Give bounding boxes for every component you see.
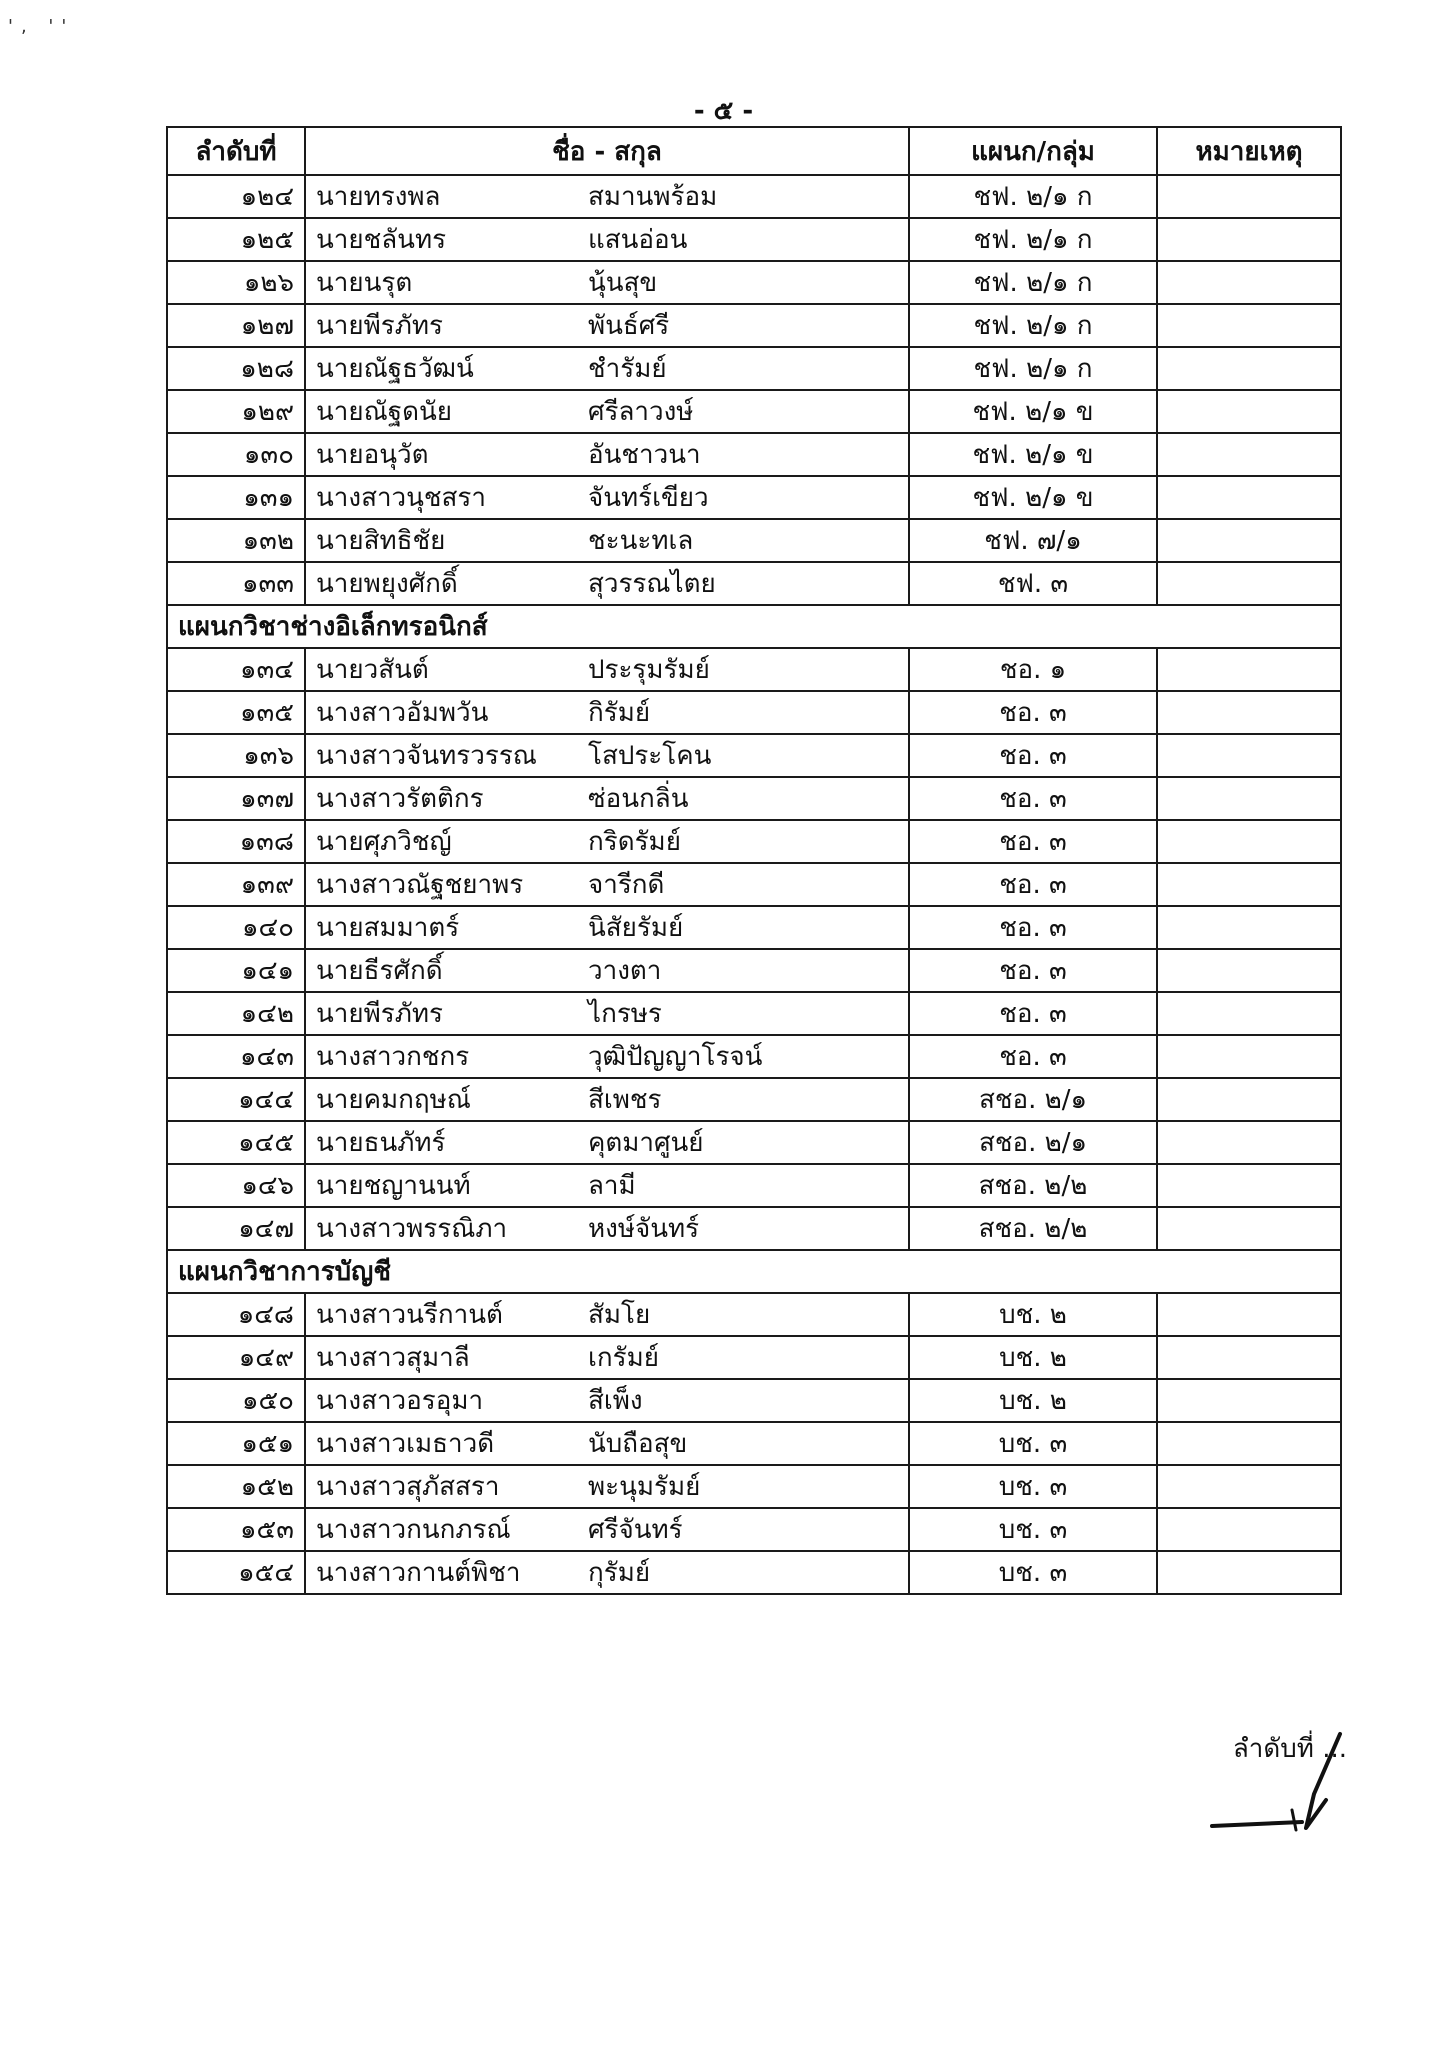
row-name — [305, 777, 909, 820]
table-row — [167, 777, 1341, 820]
corner-marks: ', '' — [8, 16, 75, 37]
row-number: ๑๕๒ — [167, 1465, 305, 1508]
row-department: ชอ. ๑ — [909, 648, 1157, 691]
row-name — [305, 1508, 909, 1551]
first-name: นายวสันต์ — [316, 655, 429, 685]
row-number: ๑๒๕ — [167, 218, 305, 261]
last-name: นิสัยรัมย์ — [588, 913, 684, 943]
first-name: นายคมกฤษณ์ — [316, 1085, 471, 1115]
row-number: ๑๕๔ — [167, 1551, 305, 1594]
first-name: นายณัฐธวัฒน์ — [316, 354, 474, 384]
row-number: ๑๓๙ — [167, 863, 305, 906]
row-remark — [1157, 476, 1341, 519]
row-department: ชฟ. ๒/๑ ข — [909, 433, 1157, 476]
first-name: นางสาวจันทรวรรณ — [316, 741, 537, 771]
first-name: นายอนุวัต — [316, 440, 429, 470]
first-name: นางสาวนรีกานต์ — [316, 1300, 503, 1330]
row-number: ๑๒๘ — [167, 347, 305, 390]
last-name: สัมโย — [588, 1300, 651, 1330]
row-number: ๑๒๗ — [167, 304, 305, 347]
roster-body — [167, 175, 1341, 1594]
first-name: นายทรงพล — [316, 182, 441, 212]
last-name: จันทร์เขียว — [588, 483, 709, 513]
row-remark — [1157, 433, 1341, 476]
row-name — [305, 562, 909, 605]
last-name: ชำรัมย์ — [588, 354, 667, 384]
last-name: กุรัมย์ — [588, 1558, 651, 1588]
row-name — [305, 1551, 909, 1594]
row-name — [305, 992, 909, 1035]
first-name: นางสาวกชกร — [316, 1042, 470, 1072]
table-row — [167, 175, 1341, 218]
last-name: นุ้นสุข — [588, 268, 658, 298]
first-name: นายศุภวิชญ์ — [316, 827, 452, 857]
row-number: ๑๔๔ — [167, 1078, 305, 1121]
row-remark — [1157, 1078, 1341, 1121]
header-name: ชื่อ - สกุล — [305, 127, 909, 175]
row-remark — [1157, 1508, 1341, 1551]
row-name — [305, 390, 909, 433]
row-remark — [1157, 949, 1341, 992]
row-number: ๑๓๘ — [167, 820, 305, 863]
row-remark — [1157, 1164, 1341, 1207]
first-name: นางสาวกานต์พิชา — [316, 1558, 521, 1588]
row-name — [305, 1207, 909, 1250]
row-number: ๑๓๔ — [167, 648, 305, 691]
row-number: ๑๒๙ — [167, 390, 305, 433]
table-row — [167, 304, 1341, 347]
row-name — [305, 304, 909, 347]
header-row — [167, 127, 1341, 175]
row-remark — [1157, 304, 1341, 347]
row-remark — [1157, 820, 1341, 863]
first-name: นางสาวพรรณิภา — [316, 1214, 508, 1244]
row-number: ๑๔๐ — [167, 906, 305, 949]
table-row — [167, 1336, 1341, 1379]
row-number: ๑๔๒ — [167, 992, 305, 1035]
table-row — [167, 820, 1341, 863]
row-department: ชอ. ๓ — [909, 734, 1157, 777]
row-remark — [1157, 390, 1341, 433]
row-remark — [1157, 992, 1341, 1035]
row-number: ๑๔๑ — [167, 949, 305, 992]
row-remark — [1157, 1379, 1341, 1422]
row-remark — [1157, 734, 1341, 777]
section-row — [167, 1250, 1341, 1293]
table-row — [167, 1164, 1341, 1207]
row-department: บช. ๓ — [909, 1465, 1157, 1508]
first-name: นายธนภัทร์ — [316, 1128, 446, 1158]
last-name: คุตมาศูนย์ — [588, 1128, 704, 1158]
table-row — [167, 1035, 1341, 1078]
table-row — [167, 949, 1341, 992]
table-row — [167, 1379, 1341, 1422]
table-row — [167, 390, 1341, 433]
row-number: ๑๓๑ — [167, 476, 305, 519]
row-department: ชฟ. ๒/๑ ก — [909, 175, 1157, 218]
row-number: ๑๕๓ — [167, 1508, 305, 1551]
row-remark — [1157, 519, 1341, 562]
row-remark — [1157, 777, 1341, 820]
section-title: แผนกวิชาช่างอิเล็กทรอนิกส์ — [167, 605, 1341, 648]
row-department: ชอ. ๓ — [909, 949, 1157, 992]
row-remark — [1157, 562, 1341, 605]
row-department: ชอ. ๓ — [909, 992, 1157, 1035]
row-department: ชฟ. ๗/๑ — [909, 519, 1157, 562]
row-department: ชฟ. ๒/๑ ก — [909, 261, 1157, 304]
table-row — [167, 1121, 1341, 1164]
table-row — [167, 261, 1341, 304]
row-name — [305, 1293, 909, 1336]
row-department: สชอ. ๒/๑ — [909, 1121, 1157, 1164]
section-row — [167, 605, 1341, 648]
row-department: ชฟ. ๒/๑ ก — [909, 218, 1157, 261]
first-name: นางสาวสุมาลี — [316, 1343, 470, 1373]
row-name — [305, 175, 909, 218]
first-name: นางสาวอรอุมา — [316, 1386, 484, 1416]
row-department: ชอ. ๓ — [909, 863, 1157, 906]
row-name — [305, 863, 909, 906]
last-name: สมานพร้อม — [588, 182, 718, 212]
table-row — [167, 992, 1341, 1035]
row-remark — [1157, 906, 1341, 949]
row-number: ๑๓๐ — [167, 433, 305, 476]
row-number: ๑๓๓ — [167, 562, 305, 605]
row-name — [305, 1121, 909, 1164]
header-no: ลำดับที่ — [167, 127, 305, 175]
first-name: นายสิทธิชัย — [316, 526, 446, 556]
table-row — [167, 1293, 1341, 1336]
table-row — [167, 863, 1341, 906]
row-number: ๑๒๔ — [167, 175, 305, 218]
table-row — [167, 433, 1341, 476]
last-name: ศรีลาวงษ์ — [588, 397, 694, 427]
first-name: นางสาวนุชสรา — [316, 483, 486, 513]
row-department: ชอ. ๓ — [909, 1035, 1157, 1078]
table-row — [167, 906, 1341, 949]
table-row — [167, 648, 1341, 691]
row-number: ๑๔๙ — [167, 1336, 305, 1379]
row-remark — [1157, 1465, 1341, 1508]
first-name: นางสาวเมธาวดี — [316, 1429, 495, 1459]
first-name: นายพยุงศักดิ์ — [316, 569, 458, 599]
last-name: สุวรรณไตย — [588, 569, 716, 599]
table-row — [167, 218, 1341, 261]
last-name: วางตา — [588, 956, 662, 986]
table-row — [167, 1551, 1341, 1594]
row-name — [305, 476, 909, 519]
row-remark — [1157, 1336, 1341, 1379]
table-row — [167, 1508, 1341, 1551]
row-department: บช. ๓ — [909, 1551, 1157, 1594]
row-department: สชอ. ๒/๑ — [909, 1078, 1157, 1121]
row-department: บช. ๓ — [909, 1422, 1157, 1465]
row-name — [305, 433, 909, 476]
row-number: ๑๔๗ — [167, 1207, 305, 1250]
roster-table — [166, 126, 1342, 1595]
row-department: ชอ. ๓ — [909, 906, 1157, 949]
last-name: ไกรษร — [588, 999, 662, 1029]
last-name: หงษ์จันทร์ — [588, 1214, 700, 1244]
row-department: บช. ๒ — [909, 1336, 1157, 1379]
signature — [1210, 1730, 1350, 1850]
row-number: ๑๔๘ — [167, 1293, 305, 1336]
header-dept: แผนก/กลุ่ม — [909, 127, 1157, 175]
first-name: นายชญานนท์ — [316, 1171, 471, 1201]
row-remark — [1157, 1551, 1341, 1594]
row-name — [305, 261, 909, 304]
row-department: ชอ. ๓ — [909, 691, 1157, 734]
row-name — [305, 691, 909, 734]
row-remark — [1157, 347, 1341, 390]
first-name: นายณัฐดนัย — [316, 397, 452, 427]
row-name — [305, 218, 909, 261]
row-remark — [1157, 1207, 1341, 1250]
row-department: สชอ. ๒/๒ — [909, 1164, 1157, 1207]
last-name: ประรุมรัมย์ — [588, 655, 710, 685]
first-name: นางสาวณัฐชยาพร — [316, 870, 524, 900]
row-remark — [1157, 648, 1341, 691]
last-name: แสนอ่อน — [588, 225, 688, 255]
last-name: สีเพ็ง — [588, 1386, 643, 1416]
last-name: โสประโคน — [588, 741, 712, 771]
last-name: กิรัมย์ — [588, 698, 651, 728]
row-name — [305, 648, 909, 691]
first-name: นางสาวอัมพวัน — [316, 698, 489, 728]
table-row — [167, 1422, 1341, 1465]
page-number: - ๕ - — [693, 96, 754, 126]
table-row — [167, 519, 1341, 562]
row-number: ๑๕๑ — [167, 1422, 305, 1465]
row-department: บช. ๒ — [909, 1293, 1157, 1336]
first-name: นางสาวรัตติกร — [316, 784, 484, 814]
row-remark — [1157, 1121, 1341, 1164]
table-row — [167, 562, 1341, 605]
row-name — [305, 949, 909, 992]
row-name — [305, 1379, 909, 1422]
row-department: บช. ๓ — [909, 1508, 1157, 1551]
last-name: ชะนะทเล — [588, 526, 694, 556]
row-remark — [1157, 261, 1341, 304]
row-number: ๑๓๕ — [167, 691, 305, 734]
first-name: นางสาวสุภัสสรา — [316, 1472, 500, 1502]
row-name — [305, 1422, 909, 1465]
row-department: สชอ. ๒/๒ — [909, 1207, 1157, 1250]
row-remark — [1157, 1422, 1341, 1465]
last-name: เกรัมย์ — [588, 1343, 659, 1373]
first-name: นายธีรศักดิ์ — [316, 956, 443, 986]
row-number: ๑๔๕ — [167, 1121, 305, 1164]
row-number: ๑๒๖ — [167, 261, 305, 304]
row-department: ชฟ. ๒/๑ ก — [909, 304, 1157, 347]
row-department: ชฟ. ๒/๑ ข — [909, 390, 1157, 433]
last-name: วุฒิปัญญาโรจน์ — [588, 1042, 763, 1072]
row-name — [305, 347, 909, 390]
row-name — [305, 1465, 909, 1508]
row-name — [305, 1336, 909, 1379]
row-remark — [1157, 218, 1341, 261]
last-name: ศรีจันทร์ — [588, 1515, 683, 1545]
footer-note: ลำดับที่ ... — [1232, 1734, 1347, 1764]
row-name — [305, 519, 909, 562]
header-note: หมายเหตุ — [1157, 127, 1341, 175]
row-name — [305, 1164, 909, 1207]
last-name: ลามี — [588, 1171, 636, 1201]
last-name: อันชาวนา — [588, 440, 701, 470]
table-row — [167, 1207, 1341, 1250]
row-department: ชอ. ๓ — [909, 777, 1157, 820]
row-department: ชฟ. ๒/๑ ก — [909, 347, 1157, 390]
row-number: ๑๔๓ — [167, 1035, 305, 1078]
row-number: ๑๓๒ — [167, 519, 305, 562]
first-name: นายชลันทร — [316, 225, 447, 255]
last-name: กริดรัมย์ — [588, 827, 681, 857]
table-row — [167, 691, 1341, 734]
last-name: สีเพชร — [588, 1085, 662, 1115]
last-name: นับถือสุข — [588, 1429, 688, 1459]
first-name: นางสาวกนกภรณ์ — [316, 1515, 511, 1545]
row-department: ชอ. ๓ — [909, 820, 1157, 863]
table-row — [167, 1465, 1341, 1508]
row-number: ๑๓๗ — [167, 777, 305, 820]
first-name: นายพีรภัทร — [316, 311, 443, 341]
row-department: ชฟ. ๓ — [909, 562, 1157, 605]
last-name: พะนุมรัมย์ — [588, 1472, 701, 1502]
row-department: ชฟ. ๒/๑ ข — [909, 476, 1157, 519]
row-number: ๑๔๖ — [167, 1164, 305, 1207]
section-title: แผนกวิชาการบัญชี — [167, 1250, 1341, 1293]
first-name: นายพีรภัทร — [316, 999, 443, 1029]
row-remark — [1157, 1293, 1341, 1336]
row-department: บช. ๒ — [909, 1379, 1157, 1422]
table-row — [167, 1078, 1341, 1121]
row-number: ๑๕๐ — [167, 1379, 305, 1422]
row-remark — [1157, 691, 1341, 734]
row-name — [305, 906, 909, 949]
last-name: ซ่อนกลิ่น — [588, 784, 689, 814]
table-row — [167, 734, 1341, 777]
row-number: ๑๓๖ — [167, 734, 305, 777]
first-name: นายนรุต — [316, 268, 413, 298]
last-name: จารีกดี — [588, 870, 665, 900]
row-name — [305, 1078, 909, 1121]
last-name: พันธ์ศรี — [588, 311, 670, 341]
row-name — [305, 820, 909, 863]
table-row — [167, 347, 1341, 390]
row-name — [305, 1035, 909, 1078]
row-remark — [1157, 175, 1341, 218]
first-name: นายสมมาตร์ — [316, 913, 460, 943]
table-row — [167, 476, 1341, 519]
row-name — [305, 734, 909, 777]
row-remark — [1157, 863, 1341, 906]
row-remark — [1157, 1035, 1341, 1078]
